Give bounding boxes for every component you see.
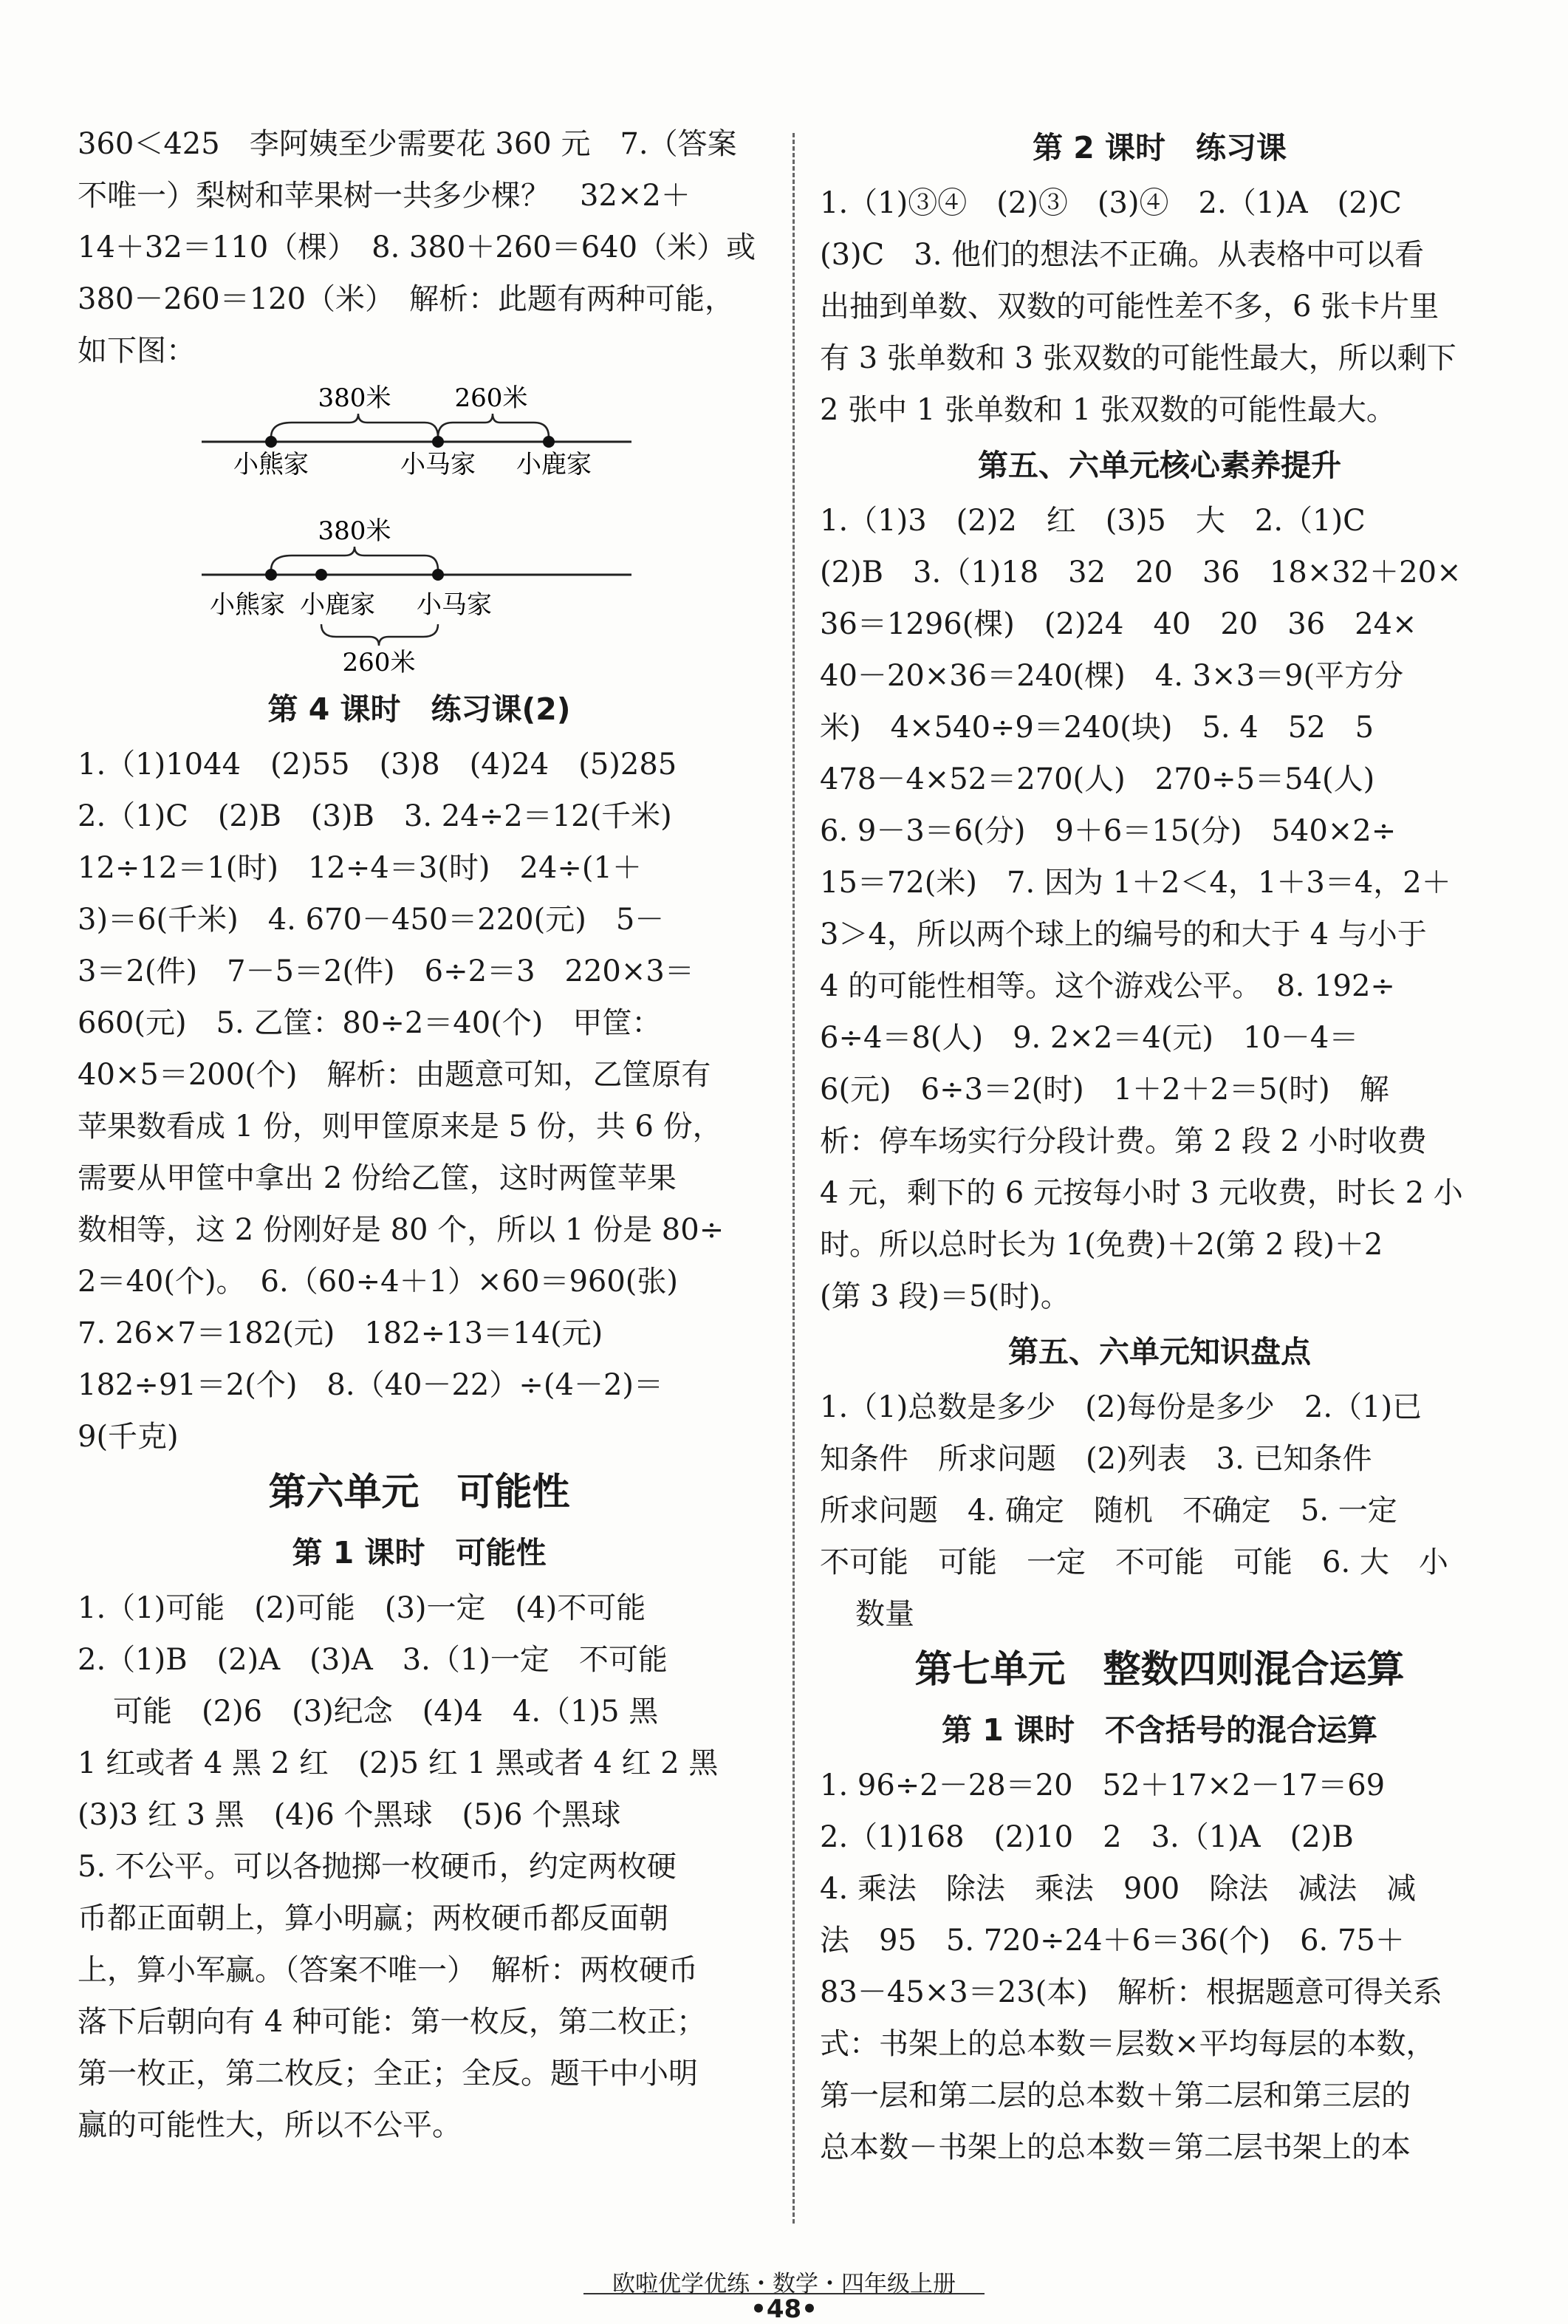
diagram2-label: 小熊家 bbox=[210, 590, 285, 620]
book-title: 欧啦优学优练・数学・四年级上册 bbox=[612, 2271, 956, 2297]
diagram2-distance-bottom: 260米 bbox=[342, 648, 416, 677]
section-title: 第 1 课时 可能性 bbox=[292, 1535, 547, 1571]
text-line: 析：停车场实行分段计费。第 2 段 2 小时收费 bbox=[820, 1124, 1427, 1158]
u7lesson1-answers bbox=[820, 1760, 1499, 2173]
text-line: 2.（1)B (2)A (3)A 3.（1)一定 不可能 bbox=[78, 1643, 668, 1677]
text-line: 4. 乘法 除法 乘法 900 除法 减法 减 bbox=[820, 1872, 1417, 1906]
text-line: 36＝1296(棵) (2)24 40 20 36 24× bbox=[820, 607, 1417, 641]
text-line: 总本数－书架上的总本数＝第二层书架上的本 bbox=[820, 2130, 1411, 2164]
text-line: 不唯一）梨树和苹果树一共多少棵？ 32×2＋ bbox=[78, 179, 691, 213]
text-line: 7. 26×7＝182(元) 182÷13＝14(元) bbox=[78, 1316, 603, 1350]
text-line: (3)C 3. 他们的想法不正确。从表格中可以看 bbox=[820, 238, 1425, 272]
core-answers bbox=[820, 495, 1499, 1322]
text-line: 落下后朝向有 4 种可能：第一枚反，第二枚正； bbox=[78, 2005, 706, 2039]
intro-block bbox=[78, 118, 761, 377]
text-line: 40×5＝200(个) 解析：由题意可知，乙筐原有 bbox=[78, 1058, 711, 1092]
text-line: 1.（1)总数是多少 (2)每份是多少 2.（1)已 bbox=[820, 1390, 1423, 1424]
text-line: 知条件 所求问题 (2)列表 3. 已知条件 bbox=[820, 1442, 1372, 1476]
text-line: (2)B 3.（1)18 32 20 36 18×32＋20× bbox=[820, 556, 1462, 589]
text-line: (3)3 红 3 黑 (4)6 个黑球 (5)6 个黑球 bbox=[78, 1798, 621, 1832]
text-line: 1 红或者 4 黑 2 红 (2)5 红 1 黑或者 4 红 2 黑 bbox=[78, 1746, 719, 1780]
point-majia bbox=[432, 569, 444, 581]
text-line: 4 元，剩下的 6 元按每小时 3 元收费，时长 2 小 bbox=[820, 1176, 1463, 1210]
text-line: 15＝72(米) 7. 因为 1＋2＜4，1＋3＝4，2＋ bbox=[820, 866, 1451, 900]
section-title: 第 1 课时 不含括号的混合运算 bbox=[941, 1712, 1378, 1748]
text-line: 所求问题 4. 确定 随机 不确定 5. 一定 bbox=[820, 1494, 1397, 1528]
text-line: 不可能 可能 一定 不可能 可能 6. 大 小 bbox=[820, 1545, 1448, 1579]
page-number: •48• bbox=[750, 2294, 818, 2324]
text-line: 2 张中 1 张单数和 1 张双数的可能性最大。 bbox=[820, 393, 1396, 427]
text-line: 3＞4，所以两个球上的编号的和大于 4 与小于 bbox=[820, 917, 1427, 951]
text-line: 83－45×3＝23(本) 解析：根据题意可得关系 bbox=[820, 1975, 1442, 2009]
diagram2-label: 小鹿家 bbox=[300, 590, 375, 620]
diagram-1 bbox=[202, 383, 631, 479]
text-line: 币都正面朝上，算小明赢；两枚硬币都反面朝 bbox=[78, 1901, 668, 1935]
text-line: 1.（1)可能 (2)可能 (3)一定 (4)不可能 bbox=[78, 1591, 646, 1625]
point-lujia bbox=[315, 569, 327, 581]
diagram1-distance-a: 380米 bbox=[318, 383, 391, 413]
point-xiongjia bbox=[265, 436, 277, 448]
text-line: 4 的可能性相等。这个游戏公平。 8. 192÷ bbox=[820, 969, 1395, 1003]
diagram-2 bbox=[202, 516, 631, 677]
text-line: 1. 96÷2－28＝20 52＋17×2－17＝69 bbox=[820, 1768, 1386, 1802]
text-line: 380－260＝120（米） 解析：此题有两种可能， bbox=[78, 282, 735, 316]
text-line: (第 3 段)＝5(时)。 bbox=[820, 1279, 1070, 1313]
text-line: 米) 4×540÷9＝240(块) 5. 4 52 5 bbox=[820, 711, 1374, 745]
diagram1-label: 小鹿家 bbox=[516, 450, 592, 479]
text-line: 6. 9－3＝6(分) 9＋6＝15(分) 540×2÷ bbox=[820, 814, 1397, 848]
section-title: 第五、六单元核心素养提升 bbox=[978, 448, 1341, 483]
text-line: 3＝2(件) 7－5＝2(件) 6÷2＝3 220×3＝ bbox=[78, 954, 694, 988]
text-line: 1.（1)3 (2)2 红 (3)5 大 2.（1)C bbox=[820, 504, 1366, 538]
section-title: 第 2 课时 练习课 bbox=[1032, 130, 1287, 165]
section-title: 第 4 课时 练习课(2) bbox=[267, 691, 571, 727]
text-line: 5. 不公平。可以各抛掷一枚硬币，约定两枚硬 bbox=[78, 1850, 677, 1884]
text-line: 6(元) 6÷3＝2(时) 1＋2＋2＝5(时) 解 bbox=[820, 1073, 1389, 1107]
unit-title: 第七单元 整数四则混合运算 bbox=[914, 1648, 1405, 1692]
unit-title: 第六单元 可能性 bbox=[268, 1471, 570, 1514]
distance-diagrams bbox=[78, 377, 761, 680]
text-line: 9(千克) bbox=[78, 1420, 179, 1454]
text-line: 法 95 5. 720÷24＋6＝36(个) 6. 75＋ bbox=[820, 1924, 1405, 1958]
text-line: 1.（1)1044 (2)55 (3)8 (4)24 (5)285 bbox=[78, 748, 677, 782]
text-line: 660(元) 5. 乙筐：80÷2＝40(个) 甲筐： bbox=[78, 1006, 662, 1040]
review-answers bbox=[820, 1381, 1499, 1640]
diagram2-distance-top: 380米 bbox=[318, 516, 391, 546]
point-lujia bbox=[543, 436, 555, 448]
section-title: 第五、六单元知识盘点 bbox=[1008, 1334, 1311, 1370]
point-majia bbox=[432, 436, 444, 448]
diagram1-distance-b: 260米 bbox=[454, 383, 528, 413]
point-xiongjia bbox=[265, 569, 277, 581]
lesson2-answers bbox=[820, 177, 1499, 436]
brace-260 bbox=[438, 414, 549, 437]
text-line: 赢的可能性大，所以不公平。 bbox=[78, 2108, 462, 2142]
text-line: 数量 bbox=[855, 1597, 914, 1631]
text-line: 2.（1)C (2)B (3)B 3. 24÷2＝12(千米) bbox=[78, 799, 672, 833]
text-line: 出抽到单数、双数的可能性差不多，6 张卡片里 bbox=[820, 290, 1439, 324]
brace-380-top bbox=[271, 547, 438, 570]
diagram2-label: 小马家 bbox=[417, 590, 492, 620]
text-line: 式：书架上的总本数＝层数×平均每层的本数， bbox=[820, 2027, 1436, 2061]
text-line: 如下图： bbox=[78, 334, 196, 368]
brace-380 bbox=[271, 414, 438, 437]
text-line: 需要从甲筐中拿出 2 份给乙筐，这时两筐苹果 bbox=[78, 1161, 677, 1195]
right-column bbox=[820, 118, 1499, 2173]
text-line: 478－4×52＝270(人) 270÷5＝54(人) bbox=[820, 762, 1375, 796]
text-line: 苹果数看成 1 份，则甲筐原来是 5 份，共 6 份， bbox=[78, 1110, 722, 1144]
text-line: 可能 (2)6 (3)纪念 (4)4 4.（1)5 黑 bbox=[113, 1695, 659, 1729]
lesson4-answers bbox=[78, 739, 761, 1463]
text-line: 182÷91＝2(个) 8.（40－22）÷(4－2)＝ bbox=[78, 1368, 664, 1402]
text-line: 上，算小军赢。（答案不唯一） 解析：两枚硬币 bbox=[78, 1953, 698, 1987]
text-line: 第一层和第二层的总本数＋第二层和第三层的 bbox=[820, 2079, 1411, 2113]
text-line: 3)＝6(千米) 4. 670－450＝220(元) 5－ bbox=[78, 903, 665, 937]
text-line: 2.（1)168 (2)10 2 3.（1)A (2)B bbox=[820, 1820, 1354, 1854]
diagram1-label: 小熊家 bbox=[233, 450, 309, 479]
text-line: 时。所以总时长为 1(免费)＋2(第 2 段)＋2 bbox=[820, 1228, 1383, 1262]
text-line: 40－20×36＝240(棵) 4. 3×3＝9(平方分 bbox=[820, 659, 1404, 693]
left-column bbox=[78, 118, 761, 2151]
text-line: 6÷4＝8(人) 9. 2×2＝4(元) 10－4＝ bbox=[820, 1021, 1359, 1055]
text-line: 数相等，这 2 份刚好是 80 个，所以 1 份是 80÷ bbox=[78, 1213, 725, 1247]
text-line: 1.（1)③④ (2)③ (3)④ 2.（1)A (2)C bbox=[820, 186, 1402, 220]
text-line: 12÷12＝1(时) 12÷4＝3(时) 24÷(1＋ bbox=[78, 851, 642, 885]
text-line: 第一枚正，第二枚反；全正；全反。题干中小明 bbox=[78, 2057, 698, 2091]
text-line: 2＝40(个)。 6.（60÷4＋1）×60＝960(张) bbox=[78, 1265, 679, 1299]
text-line: 有 3 张单数和 3 张双数的可能性最大，所以剩下 bbox=[820, 341, 1456, 375]
diagram1-label: 小马家 bbox=[400, 450, 476, 479]
text-line: 14＋32＝110（棵） 8. 380＋260＝640（米）或 bbox=[78, 230, 756, 264]
brace-260-bottom bbox=[321, 624, 438, 646]
column-divider bbox=[792, 133, 795, 2224]
text-line: 360＜425 李阿姨至少需要花 360 元 7.（答案 bbox=[78, 127, 737, 161]
lesson1-answers bbox=[78, 1582, 761, 2151]
